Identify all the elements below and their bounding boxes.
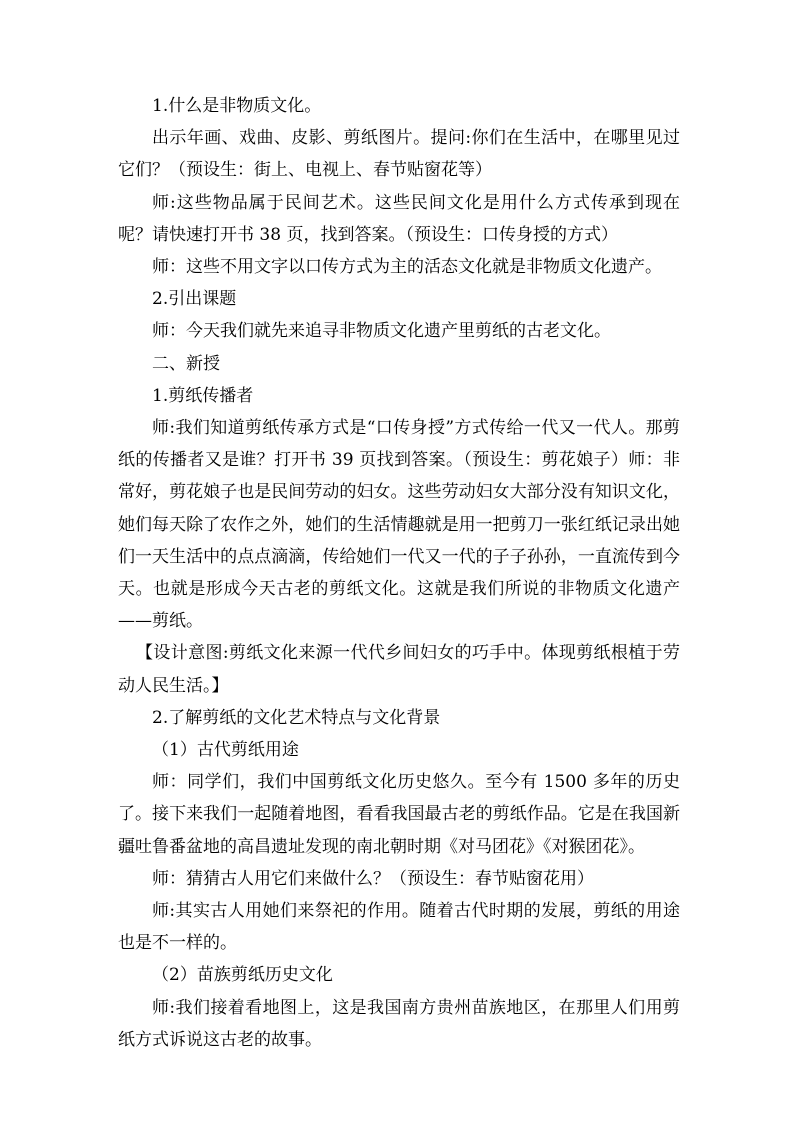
paragraph-15: 师:其实古人用她们来祭祀的作用。随着古代时期的发展，剪纸的用途也是不一样的。 (118, 901, 680, 954)
subheading-miao-culture: （2）苗族剪纸历史文化 (152, 965, 333, 986)
paragraph-4: 师：这些不用文字以口传方式为主的活态文化就是非物质文化遗产。 (152, 257, 662, 278)
paragraph-6: 师：今天我们就先来追寻非物质文化遗产里剪纸的古老文化。 (152, 321, 611, 342)
section-heading-2: 2.引出课题 (152, 289, 237, 310)
paragraph-17: 师:我们接着看地图上，这是我国南方贵州苗族地区，在那里人们用剪纸方式诉说这古老的故事。 (118, 997, 680, 1050)
paragraph-14: 师：猜猜古人用它们来做什么？（预设生：春节贴窗花用） (152, 868, 594, 889)
subheading-ancient-usage: （1）古代剪纸用途 (152, 740, 299, 761)
section-heading-paper-cut-spreader: 1.剪纸传播者 (152, 385, 254, 406)
paragraph-3: 师:这些物品属于民间艺术。这些民间文化是用什么方式传承到现在呢？请快速打开书 38 页，找到答案。（预设生：口传身授的方式） (118, 192, 680, 245)
design-intent-note: 【设计意图:剪纸文化来源一代代乡间妇女的巧手中。体现剪纸根植于劳动人民生活。】 (118, 643, 680, 696)
paragraph-9: 师:我们知道剪纸传承方式是“口传身授”方式传给一代又一代人。那剪纸的传播者又是谁？打开书 39 页找到答案。（预设生：剪花娘子）师：非常好，剪花娘子也是民间劳动的妇女。这些劳动妇女大部分没有知识文化，她们每天除了农作之外，她们的生活情趣就是用一把剪刀一张红纸记录出她们一天生活中的点点滴滴，传给她们一代又一代的子子孙孙，一直流传到今天。也就是形成今天古老的剪纸文化。这就是我们所说的非物质文化遗产——剪纸。 (118, 418, 680, 632)
paragraph-1: 1.什么是非物质文化。 (152, 96, 322, 116)
section-heading-new-lesson: 二、新授 (152, 353, 220, 374)
section-heading-art-features: 2.了解剪纸的文化艺术特点与文化背景 (152, 707, 441, 728)
paragraph-13: 师：同学们，我们中国剪纸文化历史悠久。至今有 1500 多年的历史了。接下来我们一起随着地图，看看我国最古老的剪纸作品。它是在我国新疆吐鲁番盆地的高昌遗址发现的南北朝时期《对马团花》《对猴团花》。 (118, 772, 680, 857)
document-page (118, 90, 680, 1056)
paragraph-2: 出示年画、戏曲、皮影、剪纸图片。提问:你们在生活中，在哪里见过它们？（预设生：街上、电视上、春节贴窗花等） (118, 128, 680, 181)
